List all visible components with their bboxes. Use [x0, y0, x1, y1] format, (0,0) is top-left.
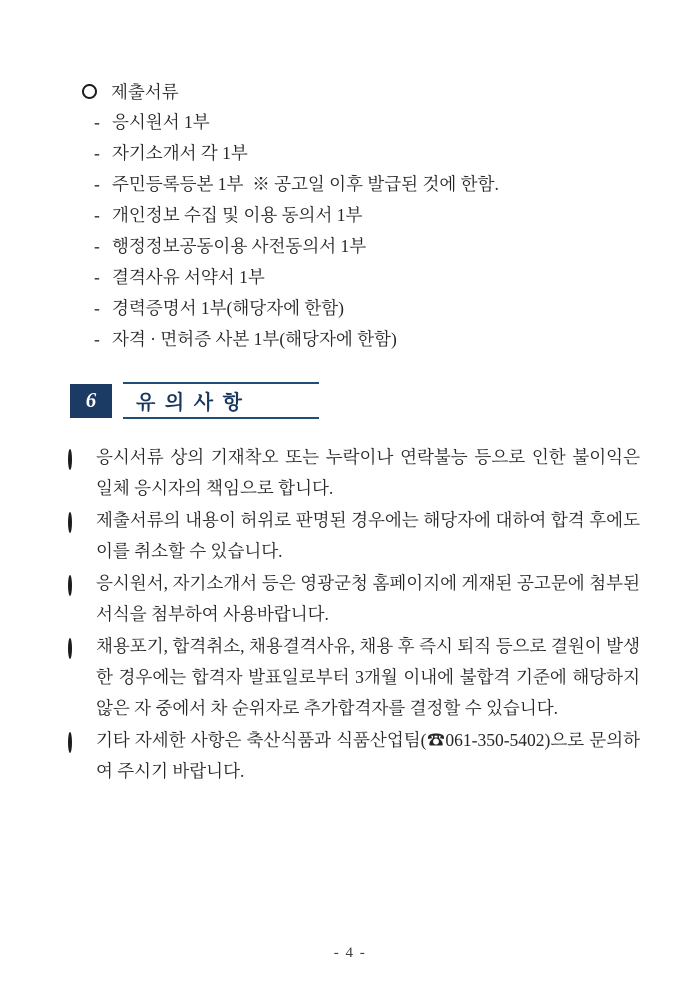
notice-item — [68, 442, 640, 504]
list-item-text: 개인정보 수집 및 이용 동의서 1부 — [112, 205, 363, 225]
bullet-column — [68, 505, 85, 567]
dash-bullet: - — [94, 267, 100, 287]
notice-item — [68, 631, 640, 724]
list-item-text: 결격사유 서약서 1부 — [112, 267, 265, 287]
notice-item — [68, 568, 640, 630]
dash-bullet: - — [94, 236, 100, 256]
section-header — [70, 382, 640, 419]
dash-bullet: - — [94, 329, 100, 349]
submission-documents-section — [68, 76, 640, 355]
notice-text: 응시원서, 자기소개서 등은 영광군청 홈페이지에 게재된 공고문에 첨부된 서식을 첨부하여 사용바랍니다. — [96, 573, 640, 624]
bullet-column — [68, 725, 85, 787]
circle-bullet-icon — [68, 638, 72, 659]
circle-bullet-icon — [68, 732, 72, 753]
section-number-badge: 6 — [70, 384, 112, 418]
submission-heading: 제출서류 — [111, 82, 179, 102]
page-number: - 4 - — [333, 945, 367, 961]
notice-item — [68, 725, 640, 787]
bullet-column — [68, 568, 85, 630]
list-item — [94, 293, 640, 324]
list-item — [94, 231, 640, 262]
list-item-text: 행정정보공동이용 사전동의서 1부 — [112, 236, 367, 256]
list-item — [94, 138, 640, 169]
list-item — [94, 200, 640, 231]
list-item-text: 자기소개서 각 1부 — [112, 143, 248, 163]
list-item — [94, 107, 640, 138]
dash-bullet: - — [94, 205, 100, 225]
list-item — [94, 324, 640, 355]
notices-section — [68, 442, 640, 787]
notice-text: 응시서류 상의 기재착오 또는 누락이나 연락불능 등으로 인한 불이익은 일체 응시자의 책임으로 합니다. — [96, 447, 640, 498]
list-item-text: 경력증명서 1부(해당자에 한함) — [112, 298, 345, 318]
notice-text: 채용포기, 합격취소, 채용결격사유, 채용 후 즉시 퇴직 등으로 결원이 발생한 경우에는 합격자 발표일로부터 3개월 이내에 불합격 기준에 해당하지 않은 자 중에서 차 순위자로 추가합격자를 결정할 수 있습니다. — [96, 636, 640, 718]
notice-text: 제출서류의 내용이 허위로 판명된 경우에는 해당자에 대하여 합격 후에도 이를 취소할 수 있습니다. — [96, 510, 640, 561]
dash-bullet: - — [94, 112, 100, 132]
bullet-column — [68, 631, 85, 724]
section-title: 유 의 사 항 — [136, 392, 244, 414]
list-item-text: 주민등록등본 1부 ※ 공고일 이후 발급된 것에 한함. — [112, 174, 499, 194]
list-item-text: 응시원서 1부 — [112, 112, 210, 132]
list-item-text: 자격 · 면허증 사본 1부(해당자에 한함) — [112, 329, 397, 349]
notice-text: 기타 자세한 사항은 축산식품과 식품산업팀(☎061-350-5402)으로 문의하여 주시기 바랍니다. — [96, 730, 640, 781]
section-title-box — [123, 382, 319, 419]
dash-bullet: - — [94, 174, 100, 194]
circle-bullet-icon — [68, 575, 72, 596]
circle-bullet-icon — [68, 449, 72, 470]
dash-bullet: - — [94, 298, 100, 318]
list-item — [94, 262, 640, 293]
bullet-column — [68, 442, 85, 504]
notice-item — [68, 505, 640, 567]
dash-bullet: - — [94, 143, 100, 163]
circle-bullet-icon — [68, 512, 72, 533]
circle-bullet-icon — [82, 84, 97, 99]
submission-heading-row — [82, 76, 640, 107]
list-item — [94, 169, 640, 200]
